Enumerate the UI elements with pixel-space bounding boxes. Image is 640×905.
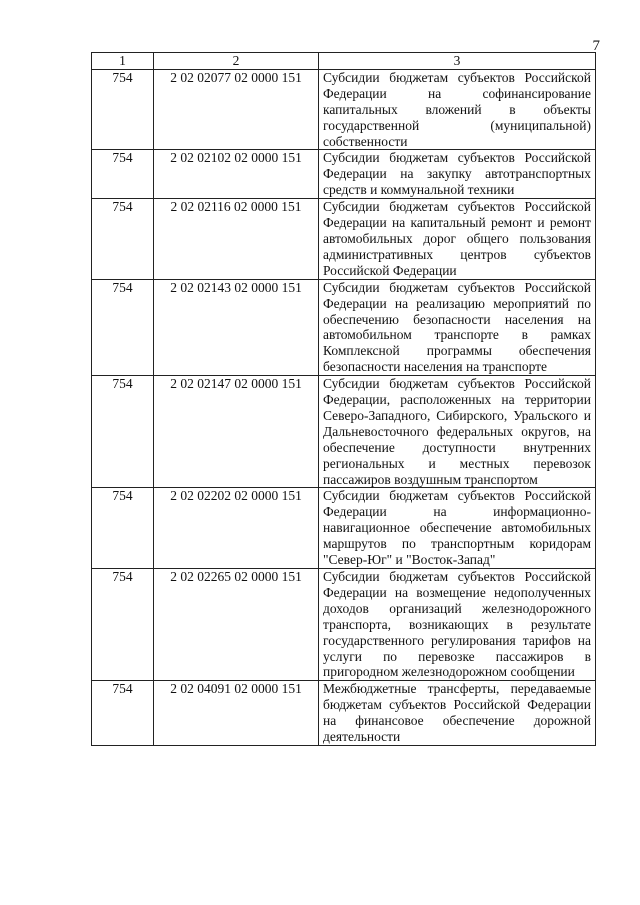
table-row bbox=[92, 150, 596, 199]
revenue-code-cell: 2 02 04091 02 0000 151 bbox=[154, 681, 319, 746]
revenue-code-cell: 2 02 02077 02 0000 151 bbox=[154, 69, 319, 150]
administrator-code-cell: 754 bbox=[92, 150, 154, 199]
revenue-name-cell: Субсидии бюджетам субъектов Российской Федерации на софинансирование капитальных вложений в объекты государственной (муниципальной) собственности bbox=[319, 69, 596, 150]
revenue-code-cell: 2 02 02265 02 0000 151 bbox=[154, 569, 319, 681]
revenue-code-cell: 2 02 02147 02 0000 151 bbox=[154, 376, 319, 488]
table-row bbox=[92, 488, 596, 569]
revenue-code-cell: 2 02 02102 02 0000 151 bbox=[154, 150, 319, 199]
table-row bbox=[92, 279, 596, 375]
budget-classification-table bbox=[91, 52, 596, 746]
page-number: 7 bbox=[592, 38, 600, 54]
revenue-name-cell: Субсидии бюджетам субъектов Российской Федерации на информационно-навигационное обеспечение автомобильных маршрутов по транспортным коридорам "Север-Юг" и "Восток-Запад" bbox=[319, 488, 596, 569]
administrator-code-cell: 754 bbox=[92, 681, 154, 746]
revenue-name-cell: Межбюджетные трансферты, передаваемые бюджетам субъектов Российской Федерации на финансовое обеспечение дорожной деятельности bbox=[319, 681, 596, 746]
administrator-code-cell: 754 bbox=[92, 199, 154, 280]
revenue-code-cell: 2 02 02116 02 0000 151 bbox=[154, 199, 319, 280]
table-header-row bbox=[92, 53, 596, 70]
table-row bbox=[92, 681, 596, 746]
column-header-1: 1 bbox=[92, 53, 154, 70]
administrator-code-cell: 754 bbox=[92, 376, 154, 488]
administrator-code-cell: 754 bbox=[92, 279, 154, 375]
revenue-name-cell: Субсидии бюджетам субъектов Российской Федерации на капитальный ремонт и ремонт автомобильных дорог общего пользования административных центров субъектов Российской Федерации bbox=[319, 199, 596, 280]
revenue-name-cell: Субсидии бюджетам субъектов Российской Федерации на закупку автотранспортных средств и коммунальной техники bbox=[319, 150, 596, 199]
administrator-code-cell: 754 bbox=[92, 488, 154, 569]
revenue-name-cell: Субсидии бюджетам субъектов Российской Федерации на возмещение недополученных доходов организаций железнодорожного транспорта, возникающих в результате государственного регулирования тарифов на услуги по перевозке пассажиров в пригородном железнодорожном сообщении bbox=[319, 569, 596, 681]
table-row bbox=[92, 569, 596, 681]
revenue-code-cell: 2 02 02202 02 0000 151 bbox=[154, 488, 319, 569]
administrator-code-cell: 754 bbox=[92, 569, 154, 681]
revenue-name-cell: Субсидии бюджетам субъектов Российской Федерации, расположенных на территории Северо-Западного, Сибирского, Уральского и Дальневосточного федеральных округов, на обеспечение доступности внутренних региональных и местных перевозок пассажиров воздушным транспортом bbox=[319, 376, 596, 488]
table-row bbox=[92, 199, 596, 280]
column-header-2: 2 bbox=[154, 53, 319, 70]
revenue-code-cell: 2 02 02143 02 0000 151 bbox=[154, 279, 319, 375]
column-header-3: 3 bbox=[319, 53, 596, 70]
revenue-name-cell: Субсидии бюджетам субъектов Российской Федерации на реализацию мероприятий по обеспечению безопасности населения на автомобильном транспорте в рамках Комплексной программы обеспечения безопасности населения на транспорте bbox=[319, 279, 596, 375]
table-row bbox=[92, 69, 596, 150]
table-row bbox=[92, 376, 596, 488]
administrator-code-cell: 754 bbox=[92, 69, 154, 150]
